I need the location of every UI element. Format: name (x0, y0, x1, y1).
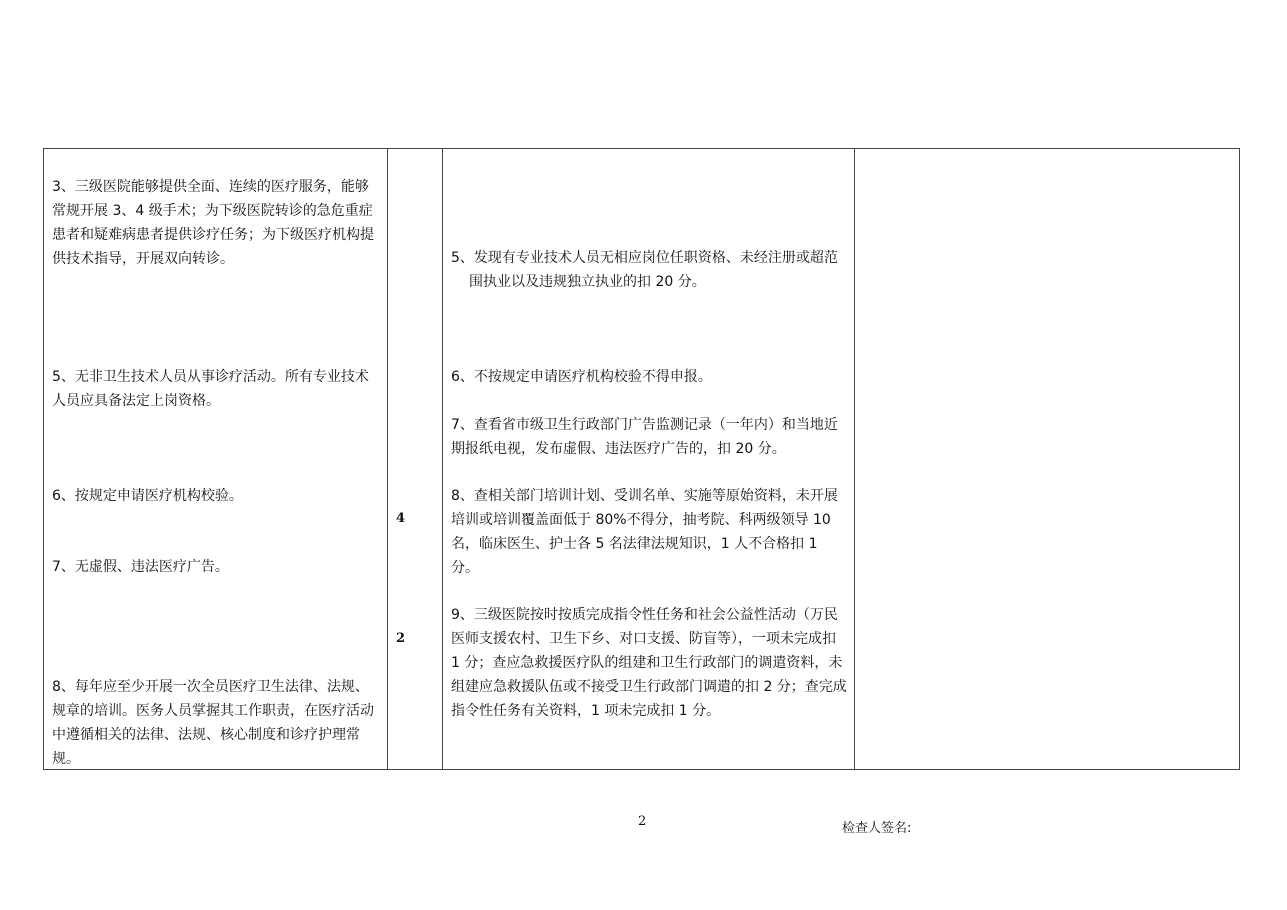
standard-item: 6、按规定申请医疗机构校验。 (52, 488, 243, 504)
method-item: 6、不按规定申请医疗机构校验不得申报。 (451, 369, 712, 385)
score-value: 4 (396, 511, 406, 526)
standard-item: 7、无虚假、违法医疗广告。 (52, 559, 229, 575)
method-item: 7、查看省市级卫生行政部门广告监测记录（一年内）和当地近期报纸电视，发布虚假、违法医疗广告的，扣 20 分。 (451, 417, 838, 457)
page-number: 2 (638, 814, 647, 829)
inspection-table (43, 148, 1240, 770)
method-item: 8、查相关部门培训计划、受训名单、实施等原始资料，未开展培训或培训覆盖面低于 80%不得分，抽考院、科两级领导 10 名，临床医生、护士各 5 名法律法规知识，1 人不合格扣 1 分。 (451, 488, 838, 576)
score-value: 2 (396, 631, 406, 646)
standard-item: 3、三级医院能够提供全面、连续的医疗服务，能够常规开展 3、4 级手术；为下级医院转诊的急危重症患者和疑难病患者提供诊疗任务；为下级医疗机构提供技术指导，开展双向转诊。 (52, 179, 374, 267)
inspector-signature-label: 检查人签名: (842, 821, 912, 836)
method-item: 9、三级医院按时按质完成指令性任务和社会公益性活动（万民医师支援农村、卫生下乡、对口支援、防盲等），一项未完成扣 1 分；查应急救援医疗队的组建和卫生行政部门的调遣资料，未组建应急救援队伍或不接受卫生行政部门调遣的扣 2 分；查完成指令性任务有关资料，1 项未完成扣 1 分。 (451, 607, 847, 719)
standard-item: 8、每年应至少开展一次全员医疗卫生法律、法规、规章的培训。医务人员掌握其工作职责，在医疗活动中遵循相关的法律、法规、核心制度和诊疗护理常规。 (52, 679, 374, 767)
column-divider (442, 149, 443, 769)
standard-item: 5、无非卫生技术人员从事诊疗活动。所有专业技术人员应具备法定上岗资格。 (52, 369, 369, 409)
column-divider (387, 149, 388, 769)
column-divider (854, 149, 855, 769)
method-item: 5、发现有专业技术人员无相应岗位任职资格、未经注册或超范围执业以及违规独立执业的扣 20 分。 (451, 250, 838, 290)
